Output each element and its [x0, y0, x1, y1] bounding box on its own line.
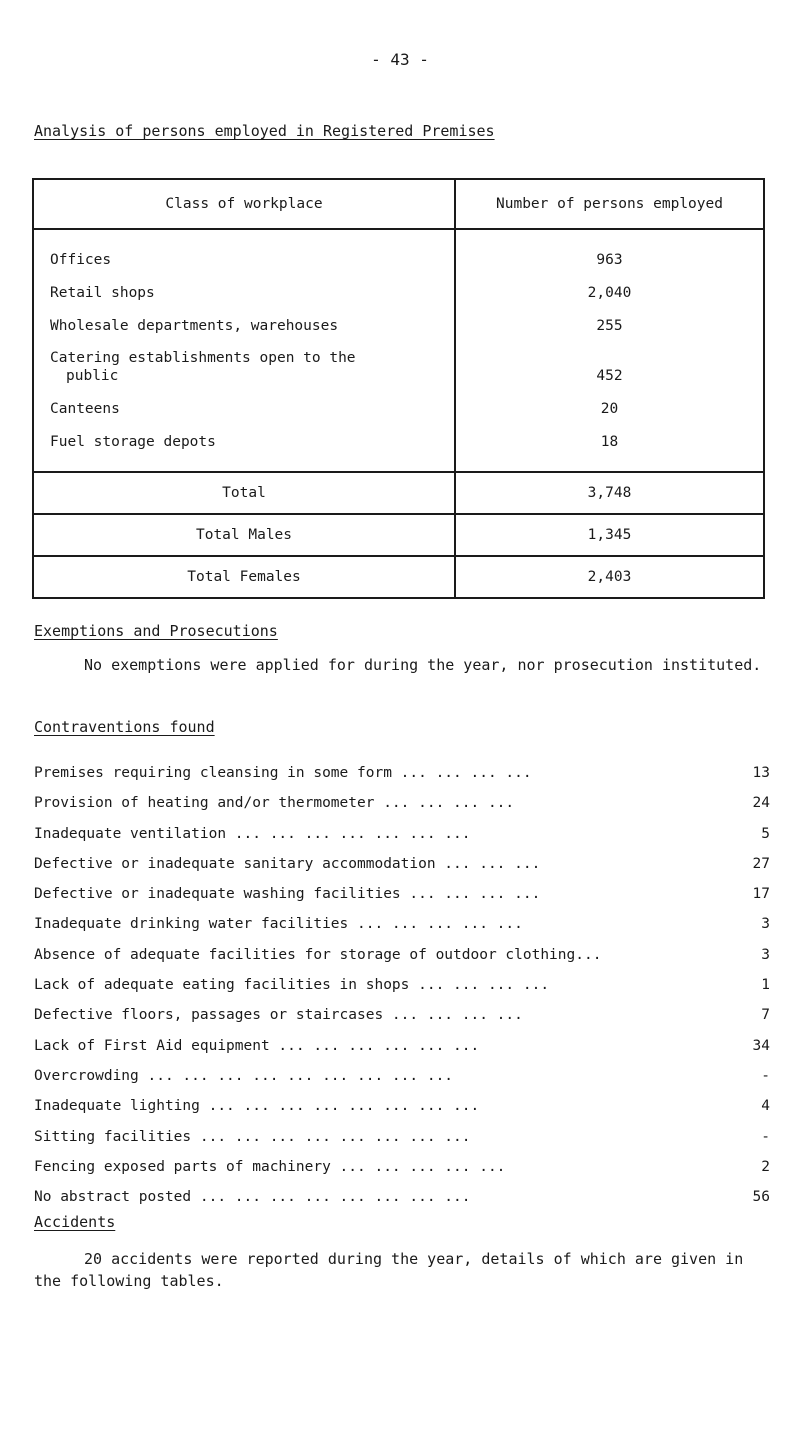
total-value: 3,748 — [455, 472, 764, 514]
total-label: Total — [33, 472, 455, 514]
contravention-label: Inadequate lighting ... ... ... ... ... ... ... ... — [34, 1098, 480, 1115]
list-item — [34, 758, 770, 788]
total-males-value: 1,345 — [455, 514, 764, 556]
list-item — [34, 1182, 770, 1212]
list-item — [34, 940, 770, 970]
contravention-count: 56 — [752, 1189, 770, 1206]
contravention-label: Defective floors, passages or staircases ... ... ... ... — [34, 1007, 523, 1024]
contravention-label: Premises requiring cleansing in some form ... ... ... ... — [34, 765, 532, 781]
contravention-label: Absence of adequate facilities for storage of outdoor clothing... — [34, 946, 602, 963]
contravention-count: 5 — [761, 825, 770, 842]
contravention-count: 4 — [761, 1098, 770, 1115]
list-item — [34, 970, 770, 1000]
contravention-count: 13 — [752, 765, 770, 781]
contravention-label: Provision of heating and/or thermometer ... ... ... ... — [34, 795, 515, 812]
contravention-count: 17 — [752, 886, 770, 903]
list-item — [34, 1061, 770, 1091]
list-item — [34, 1000, 770, 1030]
contravention-label: Inadequate ventilation ... ... ... ... ... ... ... — [34, 825, 471, 842]
workplace-class-label-line1: Catering establishments open to the — [50, 350, 356, 366]
workplace-class-label-line2: public — [66, 368, 119, 384]
list-item — [34, 1031, 770, 1061]
workplace-class-label — [50, 343, 454, 393]
contravention-label: Lack of First Aid equipment ... ... ... ... ... ... — [34, 1037, 480, 1054]
contravention-count: 24 — [752, 795, 770, 812]
persons-employed-value: 452 — [596, 368, 623, 384]
column-header-number: Number of persons employed — [455, 179, 764, 229]
contravention-label: Defective or inadequate washing facilities ... ... ... ... — [34, 886, 541, 903]
list-item — [34, 788, 770, 818]
persons-employed-value: 18 — [600, 434, 619, 450]
total-males-label: Total Males — [33, 514, 455, 556]
persons-employed-cell — [455, 229, 764, 472]
accidents-text: 20 accidents were reported during the year, details of which are given in the following tables. — [34, 1250, 744, 1290]
contravention-count: 7 — [761, 1007, 770, 1024]
contravention-label: No abstract posted ... ... ... ... ... ... ... ... — [34, 1189, 471, 1206]
contravention-count: 3 — [761, 916, 770, 933]
contravention-count: 27 — [752, 855, 770, 872]
accidents-heading: Accidents — [34, 1213, 116, 1231]
contraventions-heading: Contraventions found — [34, 718, 215, 736]
contravention-count: - — [761, 1067, 770, 1084]
contravention-count: 34 — [752, 1037, 770, 1054]
contraventions-list — [34, 758, 770, 1212]
exemptions-heading: Exemptions and Prosecutions — [34, 622, 278, 640]
workplace-class-label: Offices — [50, 252, 112, 268]
employment-table — [32, 178, 765, 599]
total-females-value: 2,403 — [455, 556, 764, 598]
total-males-row — [33, 514, 764, 556]
contravention-count: 3 — [761, 946, 770, 963]
persons-employed-value: 255 — [596, 318, 623, 334]
column-header-class: Class of workplace — [33, 179, 455, 229]
workplace-class-label: Canteens — [50, 401, 120, 417]
workplace-class-cell — [33, 229, 455, 472]
list-item — [34, 819, 770, 849]
total-row — [33, 472, 764, 514]
table-body-row — [33, 229, 764, 472]
total-females-label: Total Females — [33, 556, 455, 598]
list-item — [34, 909, 770, 939]
list-item — [34, 849, 770, 879]
persons-employed-value: 963 — [596, 252, 623, 268]
contravention-label: Inadequate drinking water facilities ... ... ... ... ... — [34, 916, 523, 933]
persons-employed-value: 2,040 — [587, 285, 632, 301]
total-females-row — [33, 556, 764, 598]
contravention-count: - — [761, 1128, 770, 1145]
contravention-count: 2 — [761, 1158, 770, 1175]
contravention-label: Fencing exposed parts of machinery ... ... ... ... ... — [34, 1158, 506, 1175]
list-item — [34, 1122, 770, 1152]
workplace-class-label: Wholesale departments, warehouses — [50, 318, 339, 334]
workplace-class-label: Fuel storage depots — [50, 434, 216, 450]
list-item — [34, 879, 770, 909]
employment-heading: Analysis of persons employed in Registered Premises — [34, 122, 495, 140]
contravention-label: Sitting facilities ... ... ... ... ... ... ... ... — [34, 1128, 471, 1145]
list-item — [34, 1091, 770, 1121]
page-number: - 43 - — [371, 50, 429, 69]
exemptions-text: No exemptions were applied for during the year, nor prosecution instituted. — [84, 656, 762, 674]
persons-employed-value: 20 — [600, 401, 619, 417]
contravention-label: Defective or inadequate sanitary accommodation ... ... ... — [34, 855, 541, 872]
contravention-count: 1 — [761, 977, 770, 994]
table-header-row — [33, 179, 764, 229]
contravention-label: Lack of adequate eating facilities in shops ... ... ... ... — [34, 977, 550, 994]
workplace-class-label: Retail shops — [50, 285, 155, 301]
contravention-label: Overcrowding ... ... ... ... ... ... ... ... ... — [34, 1067, 454, 1084]
list-item — [34, 1152, 770, 1182]
